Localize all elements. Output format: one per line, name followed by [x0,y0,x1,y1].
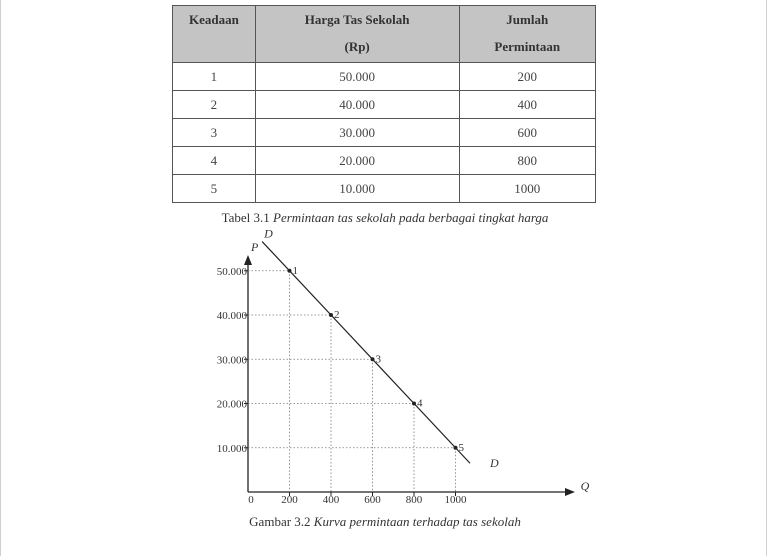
x-tick-label: 400 [322,494,340,506]
data-point-label: 5 [458,441,464,454]
table-cell: 5 [173,175,256,203]
table-cell: 600 [459,119,595,147]
x-tick-label: 800 [405,494,423,506]
table-cell: 1000 [459,175,595,203]
table-cell: 4 [173,147,256,175]
x-tick-label: 1000 [444,494,467,506]
data-point-label: 2 [334,309,340,321]
y-tick-label: 50.000 [216,265,247,278]
data-point-label: 4 [417,397,423,410]
data-point-label: 1 [292,264,298,277]
header-harga: Harga Tas Sekolah (Rp) [255,6,459,63]
table-cell: 30.000 [255,119,459,147]
table-caption: Tabel 3.1 Permintaan tas sekolah pada berbagai tingkat harga [221,210,549,225]
y-tick-label: 10.000 [216,442,247,455]
table-cell: 200 [459,63,595,91]
y-tick-label: 30.000 [216,354,247,367]
y-tick-label: 20.000 [216,398,247,411]
x-axis-title: Q [580,479,590,493]
table-cell: 3 [173,119,256,147]
table-cell: 2 [173,91,256,119]
table-cell: 400 [459,91,595,119]
origin-label: 0 [248,494,254,506]
y-axis-arrow-icon [244,255,252,265]
data-point [288,269,292,273]
data-point [371,357,375,361]
table-cell: 40.000 [255,91,459,119]
table-cell: 50.000 [255,63,459,91]
data-point [329,313,333,317]
table-cell: 1 [173,63,256,91]
y-tick-label: 40.000 [216,310,247,322]
data-point [454,446,458,450]
data-point [412,402,416,406]
header-keadaan: Keadaan [173,6,256,63]
curve-label-bottom: D [490,456,499,471]
x-tick-label: 600 [364,494,381,506]
table-cell: 10.000 [255,175,459,203]
header-jumlah: Jumlah Permintaan [459,6,595,63]
x-tick-label: 200 [281,494,298,506]
data-point-label: 3 [375,353,381,366]
table-cell: 20.000 [255,147,459,175]
curve-label-top: D [264,226,273,241]
table-cell: 800 [459,147,595,175]
chart-caption: Gambar 3.2 Kurva permintaan terhadap tas sekolah [249,514,521,529]
x-axis-arrow-icon [565,488,575,496]
y-axis-title: P [251,240,259,254]
